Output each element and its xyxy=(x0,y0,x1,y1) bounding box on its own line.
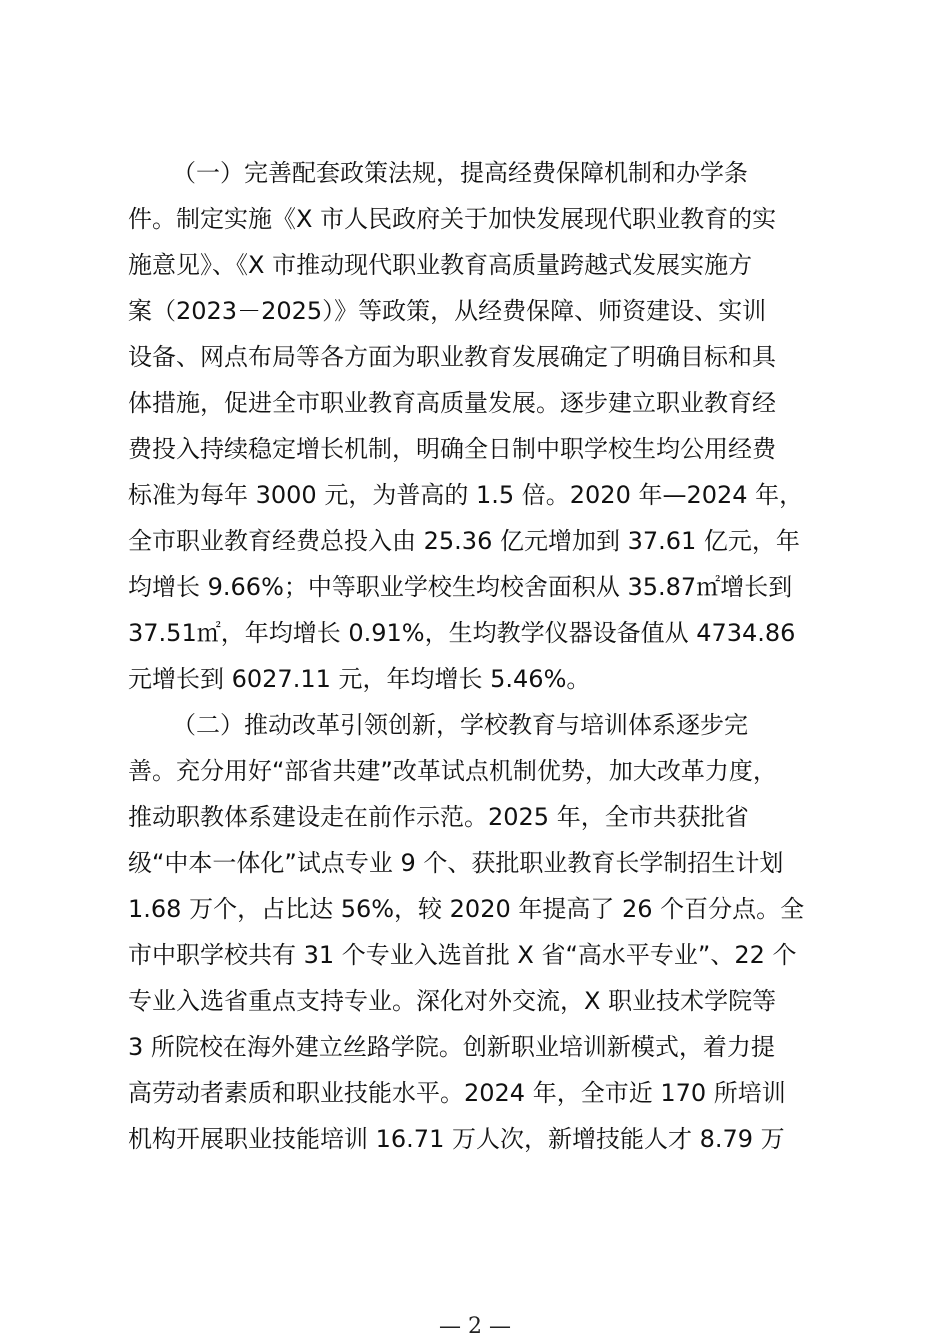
paragraph-line: 机构开展职业技能培训 16.71 万人次，新增技能人才 8.79 万 xyxy=(128,1125,785,1153)
paragraph-line: 推动职教体系建设走在前作示范。2025 年，全市共获批省 xyxy=(128,803,749,831)
paragraph-line: 级“中本一体化”试点专业 9 个、获批职业教育长学制招生计划 xyxy=(128,849,784,877)
paragraph-line: 均增长 9.66%；中等职业学校生均校舍面积从 35.87㎡增长到 xyxy=(128,573,793,601)
paragraph-line: 1.68 万个，占比达 56%，较 2020 年提高了 26 个百分点。全 xyxy=(128,895,805,923)
paragraph-line: 标准为每年 3000 元，为普高的 1.5 倍。2020 年—2024 年， xyxy=(128,481,804,509)
paragraph-line: 全市职业教育经费总投入由 25.36 亿元增加到 37.61 亿元，年 xyxy=(128,527,800,555)
body-text xyxy=(128,150,828,1162)
paragraph-line: 市中职学校共有 31 个专业入选首批 X 省“高水平专业”、22 个 xyxy=(128,941,797,969)
paragraph-2 xyxy=(128,702,828,1162)
paragraph-line: 设备、网点布局等各方面为职业教育发展确定了明确目标和具 xyxy=(128,343,776,371)
paragraph-1 xyxy=(128,150,828,702)
paragraph-line: 费投入持续稳定增长机制，明确全日制中职学校生均公用经费 xyxy=(128,435,776,463)
paragraph-line: 施意见》、《X 市推动现代职业教育高质量跨越式发展实施方 xyxy=(128,251,753,279)
paragraph-line: （一）完善配套政策法规，提高经费保障机制和办学条 xyxy=(172,159,748,187)
page-number: — 2 — xyxy=(439,1314,511,1339)
paragraph-line: 案（2023－2025）》等政策，从经费保障、师资建设、实训 xyxy=(128,297,767,325)
paragraph-line: 3 所院校在海外建立丝路学院。创新职业培训新模式，着力提 xyxy=(128,1033,775,1061)
paragraph-line: 37.51㎡，年均增长 0.91%，生均教学仪器设备值从 4734.86 xyxy=(128,619,796,647)
paragraph-line: （二）推动改革引领创新，学校教育与培训体系逐步完 xyxy=(172,711,748,739)
paragraph-line: 专业入选省重点支持专业。深化对外交流，X 职业技术学院等 xyxy=(128,987,777,1015)
paragraph-line: 体措施，促进全市职业教育高质量发展。逐步建立职业教育经 xyxy=(128,389,776,417)
paragraph-line: 善。充分用好“部省共建”改革试点机制优势，加大改革力度， xyxy=(128,757,777,785)
paragraph-line: 元增长到 6027.11 元，年均增长 5.46%。 xyxy=(128,665,591,693)
paragraph-line: 件。制定实施《X 市人民政府关于加快发展现代职业教育的实 xyxy=(128,205,777,233)
paragraph-line: 高劳动者素质和职业技能水平。2024 年，全市近 170 所培训 xyxy=(128,1079,786,1107)
